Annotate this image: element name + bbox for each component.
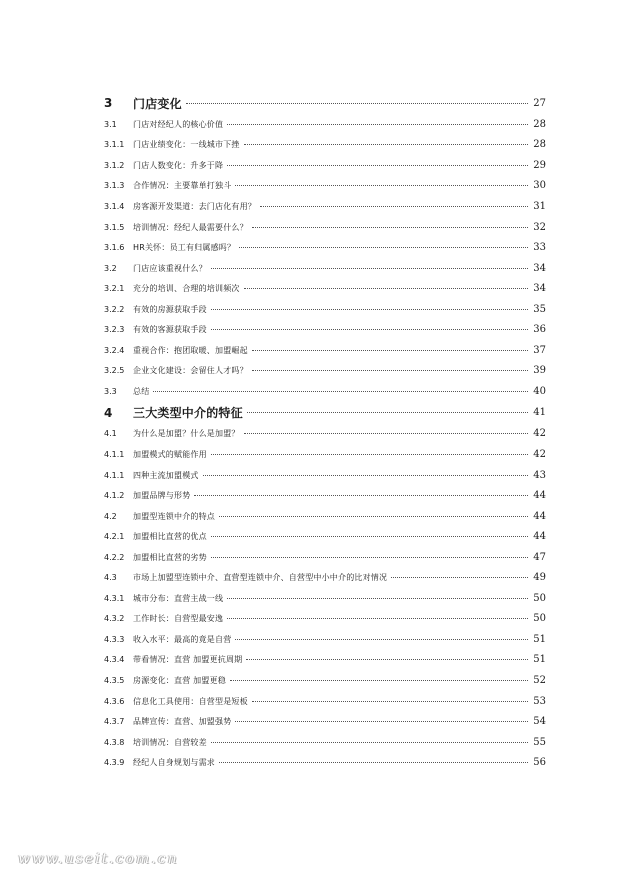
toc-section-number: 4.1.2: [104, 491, 125, 501]
toc-section-number: 3.1.4: [104, 201, 125, 211]
toc-section-title: 城市分布：直营主战一线: [133, 593, 224, 603]
toc-entry-row[interactable]: [104, 609, 546, 630]
toc-page-number: 44: [533, 531, 546, 543]
toc-section-title: 信息化工具使用：自营型是短板: [133, 696, 248, 706]
toc-section-number: 4.3.9: [104, 758, 125, 768]
toc-section-number: 4.3.7: [104, 717, 125, 727]
toc-dot-leader: [252, 370, 528, 371]
toc-section-number: 3.1.5: [104, 222, 125, 232]
toc-section-number: 3.2: [104, 263, 117, 273]
toc-page-number: 37: [533, 344, 546, 356]
toc-section-title: 加盟相比直营的劣势: [133, 552, 207, 562]
toc-section-title: 充分的培训、合理的培训频次: [133, 284, 240, 294]
toc-page-number: 51: [533, 654, 546, 666]
toc-entry-row[interactable]: [104, 299, 546, 320]
toc-dot-leader: [244, 288, 528, 289]
toc-entry-row[interactable]: [104, 155, 546, 176]
toc-section-number: 3: [104, 96, 113, 110]
toc-page-number: 34: [533, 262, 546, 274]
toc-section-number: 4.3.4: [104, 655, 125, 665]
toc-section-number: 3.1.1: [104, 140, 125, 150]
toc-entry-row[interactable]: [104, 567, 546, 588]
toc-section-title: 房客源开发渠道：去门店化有用？: [133, 201, 256, 211]
toc-entry-row[interactable]: [104, 547, 546, 568]
toc-section-title: 门店业绩变化：一线城市下挫: [133, 140, 240, 150]
toc-section-title: 房源变化：直营 加盟更稳: [133, 675, 226, 685]
toc-dot-leader: [227, 598, 528, 599]
toc-section-title: HR关怀：员工有归属感吗？: [133, 243, 236, 253]
toc-section-number: 3.2.5: [104, 366, 125, 376]
toc-entry-row[interactable]: [104, 526, 546, 547]
toc-section-number: 4.3.5: [104, 675, 125, 685]
toc-entry-row[interactable]: [104, 465, 546, 486]
toc-dot-leader: [244, 144, 528, 145]
toc-dot-leader: [252, 227, 528, 228]
toc-entry-row[interactable]: [104, 237, 546, 258]
toc-section-title: 加盟品牌与形势: [133, 491, 191, 501]
toc-section-title: 总结: [133, 386, 150, 396]
toc-section-title: 加盟型连锁中介的特点: [133, 511, 215, 521]
toc-page-number: 32: [533, 221, 546, 233]
toc-page-number: 36: [533, 324, 546, 336]
toc-entry-row[interactable]: [104, 506, 546, 527]
toc-page-number: 49: [533, 572, 546, 584]
toc-entry-row[interactable]: [104, 588, 546, 609]
toc-page-number: 41: [533, 407, 546, 419]
toc-entry-row[interactable]: [104, 196, 546, 217]
toc-section-number: 3.1: [104, 119, 117, 129]
toc-page-number: 43: [533, 469, 546, 481]
toc-page-number: 28: [533, 139, 546, 151]
toc-page-number: 47: [533, 551, 546, 563]
toc-dot-leader: [252, 701, 528, 702]
toc-section-title: 有效的房源获取手段: [133, 304, 207, 314]
toc-dot-leader: [211, 742, 528, 743]
toc-page-number: 27: [533, 97, 546, 109]
toc-section-title: 培训情况：经纪人最需要什么？: [133, 222, 248, 232]
toc-section-title: 品牌宣传：直营、加盟强势: [133, 717, 232, 727]
toc-page-number: 34: [533, 283, 546, 295]
toc-section-number: 3.3: [104, 386, 117, 396]
toc-dot-leader: [211, 329, 528, 330]
toc-section-title: 收入水平：最高的竟是自营: [133, 634, 232, 644]
toc-dot-leader: [153, 391, 528, 392]
toc-entry-row[interactable]: [104, 485, 546, 506]
toc-section-title: 为什么是加盟？什么是加盟？: [133, 429, 240, 439]
toc-section-number: 4.3: [104, 573, 117, 583]
toc-section-title: 合作情况：主要靠单打独斗: [133, 181, 232, 191]
toc-section-number: 4.3.6: [104, 696, 125, 706]
toc-entry-row[interactable]: [104, 278, 546, 299]
toc-entry-row[interactable]: [104, 424, 546, 445]
toc-section-number: 4.2.1: [104, 532, 125, 542]
toc-dot-leader: [186, 103, 528, 104]
toc-section-number: 4.3.8: [104, 737, 125, 747]
toc-section-number: 3.1.6: [104, 243, 125, 253]
toc-section-number: 4.1.1: [104, 470, 125, 480]
toc-section-number: 4.2: [104, 511, 117, 521]
toc-entry-row[interactable]: [104, 670, 546, 691]
toc-page-number: 51: [533, 633, 546, 645]
toc-section-number: 4: [104, 405, 113, 420]
watermark: www.useit.com.cn: [18, 851, 179, 867]
toc-section-title: 四种主流加盟模式: [133, 470, 199, 480]
toc-entry-row[interactable]: [104, 319, 546, 340]
toc-section-title: 门店变化: [133, 96, 182, 111]
toc-page-number: 30: [533, 180, 546, 192]
toc-section-title: 带看情况：直营 加盟更抗周期: [133, 655, 243, 665]
toc-dot-leader: [247, 412, 528, 413]
toc-dot-leader: [227, 165, 528, 166]
toc-section-title: 有效的客源获取手段: [133, 325, 207, 335]
toc-entry-row[interactable]: [104, 711, 546, 732]
toc-page-number: 40: [533, 385, 546, 397]
toc-page-number: 28: [533, 118, 546, 130]
toc-section-number: 4.1: [104, 429, 117, 439]
toc-entry-row[interactable]: [104, 381, 546, 402]
toc-section-title: 经纪人自身规划与需求: [133, 758, 215, 768]
toc-section-title: 门店对经纪人的核心价值: [133, 119, 224, 129]
toc-section-title: 市场上加盟型连锁中介、直营型连锁中介、自营型中小中介的比对情况: [133, 573, 388, 583]
toc-entry-row[interactable]: [104, 732, 546, 753]
toc-dot-leader: [246, 659, 528, 660]
toc-entry-row[interactable]: [104, 258, 546, 279]
toc-dot-leader: [211, 557, 528, 558]
toc-page-number: 56: [533, 757, 546, 769]
toc-section-number: 3.2.3: [104, 325, 125, 335]
toc-section-number: 4.3.2: [104, 614, 125, 624]
toc-section-title: 三大类型中介的特征: [133, 406, 243, 421]
toc-page-number: 31: [533, 200, 546, 212]
toc-page-number: 42: [533, 448, 546, 460]
toc-dot-leader: [219, 762, 528, 763]
toc-section-title: 重视合作：抱团取暖、加盟崛起: [133, 345, 248, 355]
toc-page-number: 35: [533, 303, 546, 315]
toc-entry-row[interactable]: [104, 650, 546, 671]
toc-page-number: 50: [533, 592, 546, 604]
toc-dot-leader: [239, 247, 528, 248]
toc-dot-leader: [211, 309, 528, 310]
toc-section-number: 3.2.4: [104, 345, 125, 355]
toc-chapter-row[interactable]: [104, 402, 546, 424]
toc-dot-leader: [260, 206, 528, 207]
toc-dot-leader: [219, 516, 528, 517]
table-of-contents: [104, 92, 546, 773]
toc-entry-row[interactable]: [104, 361, 546, 382]
toc-section-title: 工作时长：自营型最安逸: [133, 614, 224, 624]
toc-page-number: 50: [533, 613, 546, 625]
toc-dot-leader: [244, 433, 528, 434]
toc-dot-leader: [252, 350, 528, 351]
toc-page-number: 29: [533, 159, 546, 171]
toc-section-title: 加盟相比直营的优点: [133, 532, 207, 542]
toc-page-number: 55: [533, 736, 546, 748]
toc-dot-leader: [235, 639, 528, 640]
toc-section-title: 培训情况：自营较差: [133, 737, 207, 747]
toc-dot-leader: [235, 185, 528, 186]
toc-section-title: 门店应该重视什么？: [133, 263, 207, 273]
toc-entry-row[interactable]: [104, 114, 546, 135]
toc-dot-leader: [391, 577, 528, 578]
toc-section-number: 3.1.2: [104, 160, 125, 170]
toc-section-number: 3.2.1: [104, 284, 125, 294]
toc-section-title: 门店人数变化：升多于降: [133, 160, 224, 170]
toc-dot-leader: [235, 721, 528, 722]
toc-entry-row[interactable]: [104, 444, 546, 465]
toc-dot-leader: [227, 618, 528, 619]
toc-page-number: 39: [533, 365, 546, 377]
toc-entry-row[interactable]: [104, 691, 546, 712]
toc-entry-row[interactable]: [104, 176, 546, 197]
toc-entry-row[interactable]: [104, 217, 546, 238]
toc-dot-leader: [211, 454, 528, 455]
toc-section-number: 3.2.2: [104, 304, 125, 314]
toc-dot-leader: [227, 124, 528, 125]
toc-dot-leader: [211, 536, 528, 537]
toc-page-number: 33: [533, 242, 546, 254]
toc-chapter-row[interactable]: [104, 92, 546, 114]
toc-section-number: 4.3.1: [104, 593, 125, 603]
toc-entry-row[interactable]: [104, 629, 546, 650]
toc-page-number: 44: [533, 490, 546, 502]
toc-section-number: 4.3.3: [104, 634, 125, 644]
toc-dot-leader: [230, 680, 528, 681]
toc-section-number: 4.2.2: [104, 552, 125, 562]
toc-page-number: 42: [533, 428, 546, 440]
toc-entry-row[interactable]: [104, 752, 546, 773]
toc-section-number: 4.1.1: [104, 449, 125, 459]
toc-entry-row[interactable]: [104, 135, 546, 156]
toc-entry-row[interactable]: [104, 340, 546, 361]
toc-dot-leader: [194, 495, 528, 496]
toc-page-number: 44: [533, 510, 546, 522]
toc-dot-leader: [211, 268, 528, 269]
toc-section-number: 3.1.3: [104, 181, 125, 191]
toc-page-number: 52: [533, 674, 546, 686]
toc-page-number: 54: [533, 716, 546, 728]
toc-section-title: 加盟模式的赋能作用: [133, 449, 207, 459]
toc-section-title: 企业文化建设：会留住人才吗？: [133, 366, 248, 376]
toc-dot-leader: [203, 475, 528, 476]
toc-page-number: 53: [533, 695, 546, 707]
